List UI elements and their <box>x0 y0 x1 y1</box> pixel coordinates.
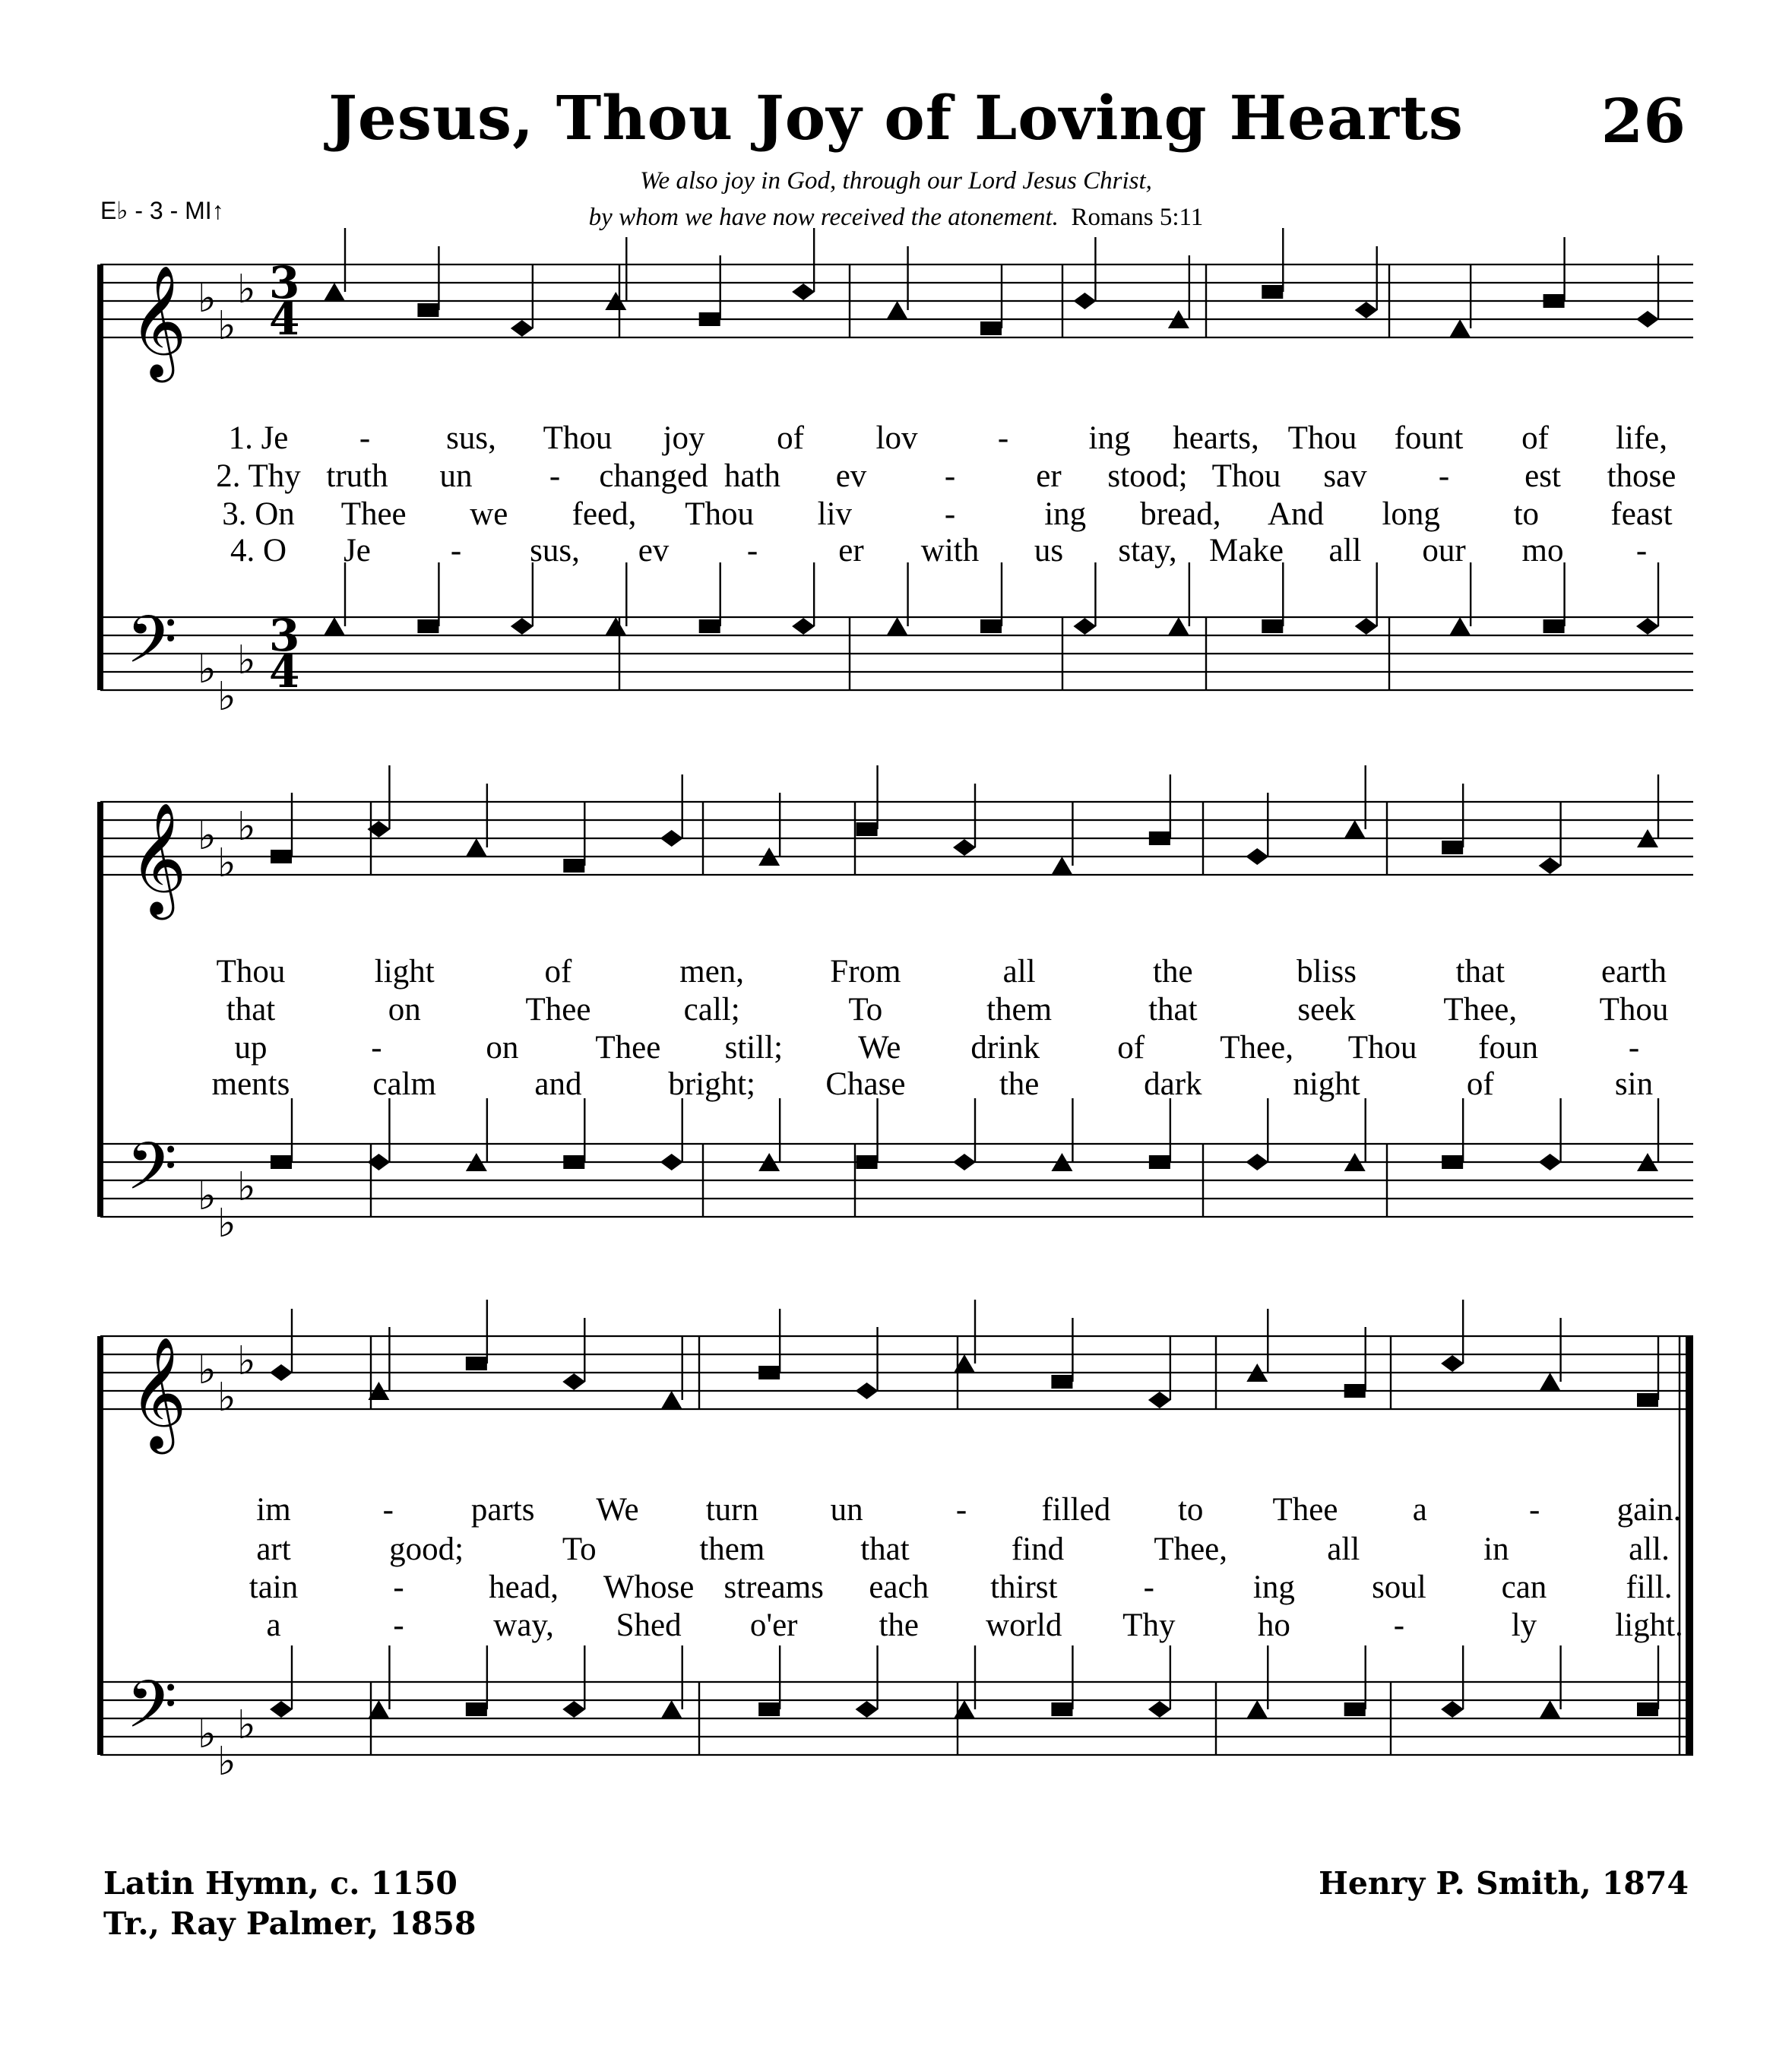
time-signature-bottom: 4 <box>269 293 300 345</box>
lyric-syllable: er <box>1036 458 1062 494</box>
note-head <box>1246 1700 1268 1718</box>
note-head <box>1148 1392 1171 1408</box>
note-head <box>466 1702 487 1716</box>
lyric-syllable: - <box>371 1030 382 1066</box>
lyric-syllable: ing <box>1044 496 1087 532</box>
lyric-syllable: Thee, <box>1220 1030 1293 1066</box>
scripture-line-1: We also joy in God, through our Lord Jesus Christ, <box>640 167 1152 195</box>
flat-sign: ♭ <box>217 1375 236 1420</box>
note-head <box>660 1154 683 1170</box>
lyric-syllable: a <box>1412 1492 1427 1528</box>
lyric-syllable: And <box>1267 496 1325 532</box>
lyric-syllable: fill. <box>1626 1569 1673 1605</box>
note-head <box>562 1701 585 1718</box>
note-head <box>466 838 487 857</box>
note-head <box>324 617 345 635</box>
note-head <box>661 1700 682 1718</box>
note-head <box>563 859 584 873</box>
note-head <box>856 822 878 836</box>
note-head <box>324 283 345 301</box>
lyric-syllable: - <box>359 420 371 456</box>
lyric-syllable: ments <box>211 1066 290 1102</box>
flat-sign: ♭ <box>198 813 217 859</box>
lyric-syllable: Whose <box>603 1569 695 1605</box>
lyric-syllable: us <box>1034 533 1064 569</box>
lyric-syllable: men, <box>679 954 745 990</box>
lyric-syllable: - <box>393 1607 404 1643</box>
note-head <box>856 1382 879 1399</box>
lyric-syllable: stay, <box>1118 533 1177 569</box>
flat-sign: ♭ <box>237 1702 256 1748</box>
lyric-syllable: - <box>944 496 956 532</box>
flat-sign: ♭ <box>237 1338 256 1384</box>
lyric-syllable: im <box>256 1492 291 1528</box>
note-head <box>758 1366 780 1379</box>
flat-sign: ♭ <box>198 1712 217 1757</box>
note-head <box>1344 1702 1366 1716</box>
note-head <box>856 1155 878 1169</box>
lyric-syllable: filled <box>1041 1492 1111 1528</box>
note-head <box>1441 1355 1464 1372</box>
lyric-syllable: earth <box>1601 954 1667 990</box>
flat-sign: ♭ <box>237 638 256 683</box>
lyric-syllable: world <box>986 1607 1062 1643</box>
note-head <box>1262 619 1283 633</box>
note-head <box>1441 1701 1464 1718</box>
lyric-syllable: un <box>830 1492 863 1528</box>
lyric-syllable: Thee, <box>1443 992 1518 1028</box>
note-head <box>1073 293 1096 309</box>
time-signature-bottom: 4 <box>269 646 300 698</box>
note-head <box>1442 1155 1463 1169</box>
note-head <box>1540 1373 1561 1391</box>
note-head <box>466 1357 487 1370</box>
lyric-syllable: feed, <box>571 496 637 532</box>
note-head <box>953 1154 976 1170</box>
scripture-reference: Romans 5:11 <box>1071 204 1204 231</box>
system-1 <box>100 228 1693 720</box>
flat-sign: ♭ <box>237 804 256 850</box>
lyric-syllable: From <box>830 954 901 990</box>
treble-clef-icon: 𝄞 <box>129 264 187 378</box>
lyric-syllable: Thou <box>1211 458 1281 494</box>
lyric-syllable: - <box>450 533 462 569</box>
lyric-syllable: still; <box>724 1030 784 1066</box>
lyric-syllable: the <box>1153 954 1193 990</box>
note-head <box>953 839 976 856</box>
lyric-syllable: each <box>869 1569 929 1605</box>
lyric-syllable: with <box>920 533 980 569</box>
note-head <box>660 830 683 847</box>
lyric-syllable: lov <box>875 420 918 456</box>
lyric-syllable: mo <box>1521 533 1564 569</box>
flat-sign: ♭ <box>217 1739 236 1785</box>
lyric-syllable: Je <box>344 533 371 569</box>
flat-sign: ♭ <box>198 276 217 321</box>
treble-clef-icon: 𝄞 <box>129 1336 187 1449</box>
lyric-syllable: Thee <box>340 496 407 532</box>
note-head <box>1355 618 1378 635</box>
lyric-syllable: - <box>1393 1607 1405 1643</box>
lyric-syllable: that <box>860 1531 910 1567</box>
flat-sign: ♭ <box>217 303 236 349</box>
lyric-syllable: all. <box>1629 1531 1670 1567</box>
lyric-syllable: that <box>1455 954 1505 990</box>
lyric-syllable: turn <box>705 1492 758 1528</box>
note-head <box>1051 1702 1072 1716</box>
lyric-syllable: light. <box>1615 1607 1683 1643</box>
lyric-syllable: head, <box>489 1569 559 1605</box>
note-head <box>1539 857 1562 874</box>
note-head <box>1449 617 1471 635</box>
lyric-syllable: 2. Thy <box>216 458 301 494</box>
note-head <box>1543 294 1565 308</box>
lyric-syllable: call; <box>683 992 740 1028</box>
lyric-syllable: er <box>838 533 864 569</box>
note-head <box>1344 820 1366 838</box>
lyric-syllable: Thou <box>1287 420 1357 456</box>
words-credit-line-1: Latin Hymn, c. 1150 <box>103 1865 457 1902</box>
note-head <box>1344 1384 1366 1398</box>
lyric-syllable: ing <box>1252 1569 1295 1605</box>
note-head <box>417 619 439 633</box>
lyric-syllable: to <box>1513 496 1540 532</box>
note-head <box>1637 1702 1658 1716</box>
note-head <box>856 1701 879 1718</box>
note-head <box>605 617 626 635</box>
lyric-syllable: streams <box>723 1569 824 1605</box>
flat-sign: ♭ <box>237 1164 256 1210</box>
lyric-syllable: that <box>1148 992 1198 1028</box>
flat-sign: ♭ <box>217 841 236 886</box>
scripture-text: by whom we have now received the atonement. <box>588 204 1059 231</box>
note-head <box>980 321 1002 335</box>
lyric-syllable: - <box>393 1569 404 1605</box>
lyric-syllable: calm <box>372 1066 437 1102</box>
treble-staff <box>100 802 1693 920</box>
lyric-syllable: joy <box>663 420 705 456</box>
lyric-syllable: tain <box>249 1569 299 1605</box>
flat-sign: ♭ <box>217 1201 236 1246</box>
note-head <box>563 1155 584 1169</box>
note-head <box>1637 1393 1658 1407</box>
note-head <box>1168 617 1189 635</box>
note-head <box>271 850 292 863</box>
note-head <box>1636 311 1659 328</box>
lyric-syllable: art <box>256 1531 291 1567</box>
lyric-syllable: ev <box>638 533 670 569</box>
lyric-syllable: sav <box>1323 458 1367 494</box>
note-head <box>1246 848 1268 865</box>
note-head <box>1073 618 1096 635</box>
treble-staff <box>100 257 1693 382</box>
note-head <box>1149 1155 1170 1169</box>
hymn-title: Jesus, Thou Joy of Loving Hearts <box>328 82 1464 154</box>
lyric-syllable: - <box>1143 1569 1154 1605</box>
lyric-syllable: way, <box>493 1607 554 1643</box>
note-head <box>511 618 533 635</box>
note-head <box>699 312 720 326</box>
lyric-syllable: feast <box>1610 496 1673 532</box>
note-head <box>417 303 439 317</box>
lyric-syllable: bread, <box>1140 496 1221 532</box>
time-signature-top: 3 <box>269 610 300 661</box>
lyric-syllable: - <box>382 1492 394 1528</box>
lyric-syllable: up <box>234 1030 268 1066</box>
lyric-syllable: un <box>439 458 473 494</box>
lyric-syllable: stood; <box>1107 458 1188 494</box>
lyric-syllable: seek <box>1297 992 1356 1028</box>
note-head <box>271 1155 292 1169</box>
lyric-syllable: thirst <box>990 1569 1058 1605</box>
note-head <box>887 617 908 635</box>
lyric-syllable: on <box>388 992 421 1028</box>
lyric-syllable: Thou <box>1599 992 1669 1028</box>
lyric-syllable: on <box>486 1030 519 1066</box>
lyric-syllable: soul <box>1372 1569 1426 1605</box>
lyric-syllable: est <box>1524 458 1561 494</box>
lyric-syllable: can <box>1501 1569 1547 1605</box>
lyric-syllable: - <box>1628 1030 1640 1066</box>
lyric-syllable: all <box>1328 533 1362 569</box>
lyric-syllable: the <box>879 1607 920 1643</box>
words-credit-line-2: Tr., Ray Palmer, 1858 <box>103 1905 476 1942</box>
lyric-syllable: bright; <box>668 1066 756 1102</box>
lyric-syllable: we <box>470 496 508 532</box>
note-head <box>1246 1154 1268 1170</box>
time-signature-top: 3 <box>269 257 300 309</box>
lyric-syllable: and <box>534 1066 582 1102</box>
bass-staff <box>100 1666 1693 1785</box>
lyric-syllable: gain. <box>1616 1492 1682 1528</box>
lyric-syllable: Thee <box>1272 1492 1338 1528</box>
note-head <box>980 619 1002 633</box>
lyric-syllable: Thy <box>1122 1607 1176 1643</box>
lyric-syllable: of <box>544 954 572 990</box>
lyric-syllable: fount <box>1394 420 1464 456</box>
lyric-syllable: Chase <box>825 1066 906 1102</box>
lyric-syllable: of <box>777 420 804 456</box>
lyric-syllable: hath <box>723 458 781 494</box>
note-head <box>792 283 815 300</box>
lyric-syllable: Thee <box>525 992 591 1028</box>
treble-clef-icon: 𝄞 <box>129 802 187 915</box>
lyric-syllable: Shed <box>616 1607 682 1643</box>
bass-clef-icon: 𝄢 <box>126 1666 177 1759</box>
final-bar-thick <box>1686 1336 1693 1755</box>
flat-sign: ♭ <box>198 1173 217 1219</box>
lyric-syllable: Make <box>1209 533 1284 569</box>
note-head <box>1262 285 1283 299</box>
lyric-syllable: Thou <box>543 420 613 456</box>
lyric-syllable: 1. Je <box>228 420 289 456</box>
lyric-syllable: truth <box>326 458 388 494</box>
bass-staff <box>100 1128 1693 1246</box>
lyric-syllable: light <box>374 954 435 990</box>
lyric-syllable: sus, <box>446 420 496 456</box>
lyric-syllable: Thee <box>595 1030 661 1066</box>
lyric-syllable: sus, <box>530 533 580 569</box>
lyric-syllable: to <box>1177 1492 1204 1528</box>
lyric-syllable: We <box>858 1030 901 1066</box>
lyric-syllable: drink <box>970 1030 1040 1066</box>
note-head <box>562 1373 585 1390</box>
lyric-syllable: - <box>997 420 1009 456</box>
lyric-syllable: all <box>1002 954 1036 990</box>
lyric-syllable: long <box>1382 496 1440 532</box>
note-head <box>1051 1375 1072 1389</box>
flat-sign: ♭ <box>198 647 217 692</box>
lyric-syllable: find <box>1011 1531 1065 1567</box>
lyric-syllable: of <box>1521 420 1549 456</box>
lyric-syllable: Thou <box>216 954 286 990</box>
lyric-syllable: sin <box>1614 1066 1654 1102</box>
lyric-syllable: changed <box>599 458 708 494</box>
note-head <box>1149 831 1170 845</box>
lyric-syllable: them <box>986 992 1053 1028</box>
note-head <box>1355 302 1378 318</box>
lyric-syllable: hearts, <box>1173 420 1259 456</box>
lyric-syllable: all <box>1327 1531 1360 1567</box>
note-head <box>270 1701 293 1718</box>
lyric-syllable: 4. O <box>230 533 287 569</box>
note-head <box>758 1702 780 1716</box>
lyric-syllable: o'er <box>749 1607 798 1643</box>
note-head <box>1539 1154 1562 1170</box>
lyric-syllable: - <box>1529 1492 1540 1528</box>
lyric-syllable: We <box>596 1492 639 1528</box>
note-head <box>887 301 908 319</box>
lyric-syllable: - <box>746 533 758 569</box>
lyric-syllable: dark <box>1144 1066 1202 1102</box>
lyric-syllable: foun <box>1478 1030 1538 1066</box>
note-head <box>511 320 533 337</box>
treble-staff <box>100 1336 1693 1454</box>
note-head <box>661 1391 682 1409</box>
bass-clef-icon: 𝄢 <box>126 601 177 694</box>
lyric-syllable: that <box>226 992 276 1028</box>
note-head <box>1442 841 1463 854</box>
lyric-syllable: a <box>266 1607 281 1643</box>
note-head <box>699 619 720 633</box>
lyric-syllable: life, <box>1615 420 1668 456</box>
note-head <box>1449 319 1471 337</box>
lyric-syllable: the <box>999 1066 1040 1102</box>
lyric-syllable: To <box>848 992 883 1028</box>
lyric-syllable: those <box>1607 458 1676 494</box>
music-credit: Henry P. Smith, 1874 <box>1319 1865 1689 1902</box>
note-head <box>1540 1700 1561 1718</box>
note-head <box>1636 618 1659 635</box>
note-head <box>792 618 815 635</box>
lyric-syllable: - <box>944 458 956 494</box>
lyric-syllable: - <box>1438 458 1450 494</box>
lyric-syllable: them <box>699 1531 765 1567</box>
lyric-syllable: our <box>1422 533 1466 569</box>
note-head <box>1051 857 1072 875</box>
lyric-syllable: bliss <box>1297 954 1357 990</box>
lyric-syllable: good; <box>389 1531 464 1567</box>
lyric-syllable: Thou <box>1347 1030 1417 1066</box>
lyric-syllable: in <box>1483 1531 1509 1567</box>
lyric-syllable: night <box>1293 1066 1360 1102</box>
flat-sign: ♭ <box>237 267 256 312</box>
lyric-syllable: Thou <box>685 496 755 532</box>
lyric-syllable: ing <box>1088 420 1131 456</box>
lyric-syllable: liv <box>817 496 853 532</box>
lyric-syllable: of <box>1117 1030 1145 1066</box>
lyric-syllable: - <box>955 1492 967 1528</box>
note-head <box>270 1364 293 1381</box>
lyric-syllable: To <box>562 1531 597 1567</box>
system-3 <box>100 1300 1693 1785</box>
tune-code: E♭ - 3 - MI↑ <box>100 197 224 224</box>
note-head <box>1543 619 1565 633</box>
flat-sign: ♭ <box>198 1348 217 1393</box>
bass-clef-icon: 𝄢 <box>126 1128 177 1221</box>
lyric-syllable: ly <box>1511 1607 1537 1643</box>
hymn-number: 26 <box>1600 85 1686 157</box>
note-head <box>1148 1701 1171 1718</box>
lyric-syllable: ev <box>835 458 867 494</box>
system-2 <box>100 765 1693 1246</box>
lyric-syllable: - <box>549 458 561 494</box>
lyric-syllable: ho <box>1257 1607 1290 1643</box>
lyric-syllable: 3. On <box>222 496 295 532</box>
lyric-syllable: - <box>1635 533 1648 569</box>
lyric-syllable: Thee, <box>1154 1531 1228 1567</box>
lyric-syllable: of <box>1466 1066 1494 1102</box>
lyric-syllable: parts <box>470 1492 535 1528</box>
flat-sign: ♭ <box>217 674 236 720</box>
